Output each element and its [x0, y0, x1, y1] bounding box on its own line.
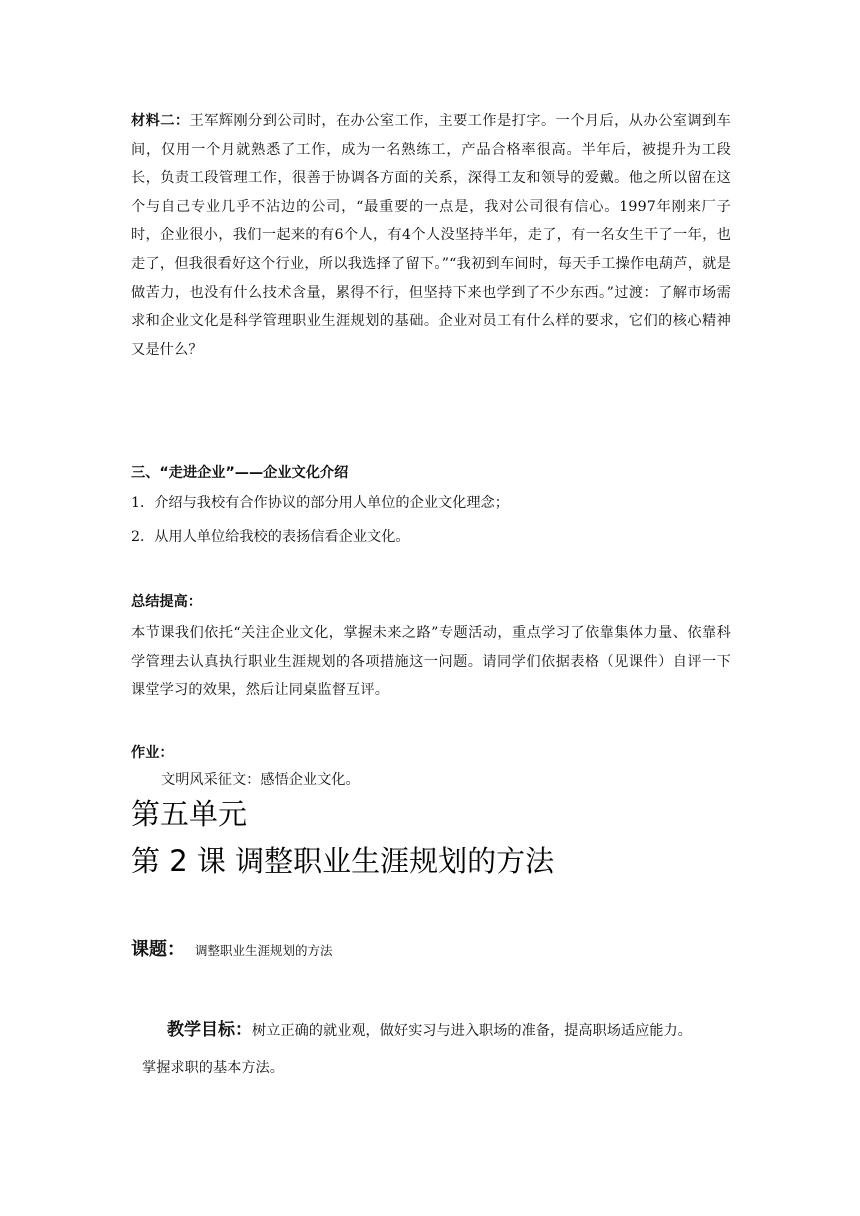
- objectives-line: [167, 1018, 692, 1043]
- summary-paragraph: 本节课我们依托“关注企业文化，掌握未来之路”专题活动，重点学习了依靠集体力量、依靠科学管理去认真执行职业生涯规划的各项措施这一问题。请同学们依据表格（见课件）自评一下课堂学习的效果，然后让同桌监督互评。: [131, 625, 731, 699]
- topic-value: 调整职业生涯规划的方法: [195, 943, 333, 958]
- section-three-item-1: 1．介绍与我校有合作协议的部分用人单位的企业文化理念；: [131, 495, 509, 511]
- topic-line: [131, 937, 333, 964]
- topic-label: 课题：: [131, 939, 185, 960]
- summary-heading: 总结提高：: [131, 594, 202, 610]
- lesson-title: 第 2 课 调整职业生涯规划的方法: [131, 844, 555, 878]
- objectives-text-line2: 掌握求职的基本方法。: [142, 1060, 284, 1076]
- objectives-text-line1: 树立正确的就业观，做好实习与进入职场的准备，提高职场适应能力。: [252, 1023, 692, 1039]
- homework-text: 文明风采征文：感悟企业文化。: [161, 772, 360, 788]
- section-three-item-2: 2．从用人单位给我校的表扬信看企业文化。: [131, 529, 410, 545]
- objectives-label: 教学目标：: [167, 1020, 252, 1040]
- section-three-heading: 三、“走进企业”——企业文化介绍: [131, 465, 349, 481]
- material-two-label: 材料二：: [131, 113, 190, 129]
- material-two-text: 王军辉刚分到公司时，在办公室工作，主要工作是打字。一个月后，从办公室调到车间，仅用一个月就熟悉了工作，成为一名熟练工，产品合格率很高。半年后，被提升为工段长，负责工段管理工作，很善于协调各方面的关系，深得工友和领导的爱戴。他之所以留在这个与自己专业几乎不沾边的公司，“最重要的一点是，我对公司很有信心。1997年刚来厂子时，企业很小，我们一起来的有6个人，有4个人没坚持半年，走了，有一名女生干了一年，也走了，但我很看好这个行业，所以我选择了留下。”“我初到车间时，每天手工操作电葫芦，就是做苦力，也没有什么技术含量，累得不行，但坚持下来也学到了不少东西。”过渡：了解市场需求和企业文化是科学管理职业生涯规划的基础。企业对员工有什么样的要求，它们的核心精神又是什么？: [131, 113, 731, 358]
- homework-heading: 作业：: [131, 745, 174, 761]
- unit-title: 第五单元: [131, 797, 248, 831]
- material-two-paragraph: [131, 107, 731, 364]
